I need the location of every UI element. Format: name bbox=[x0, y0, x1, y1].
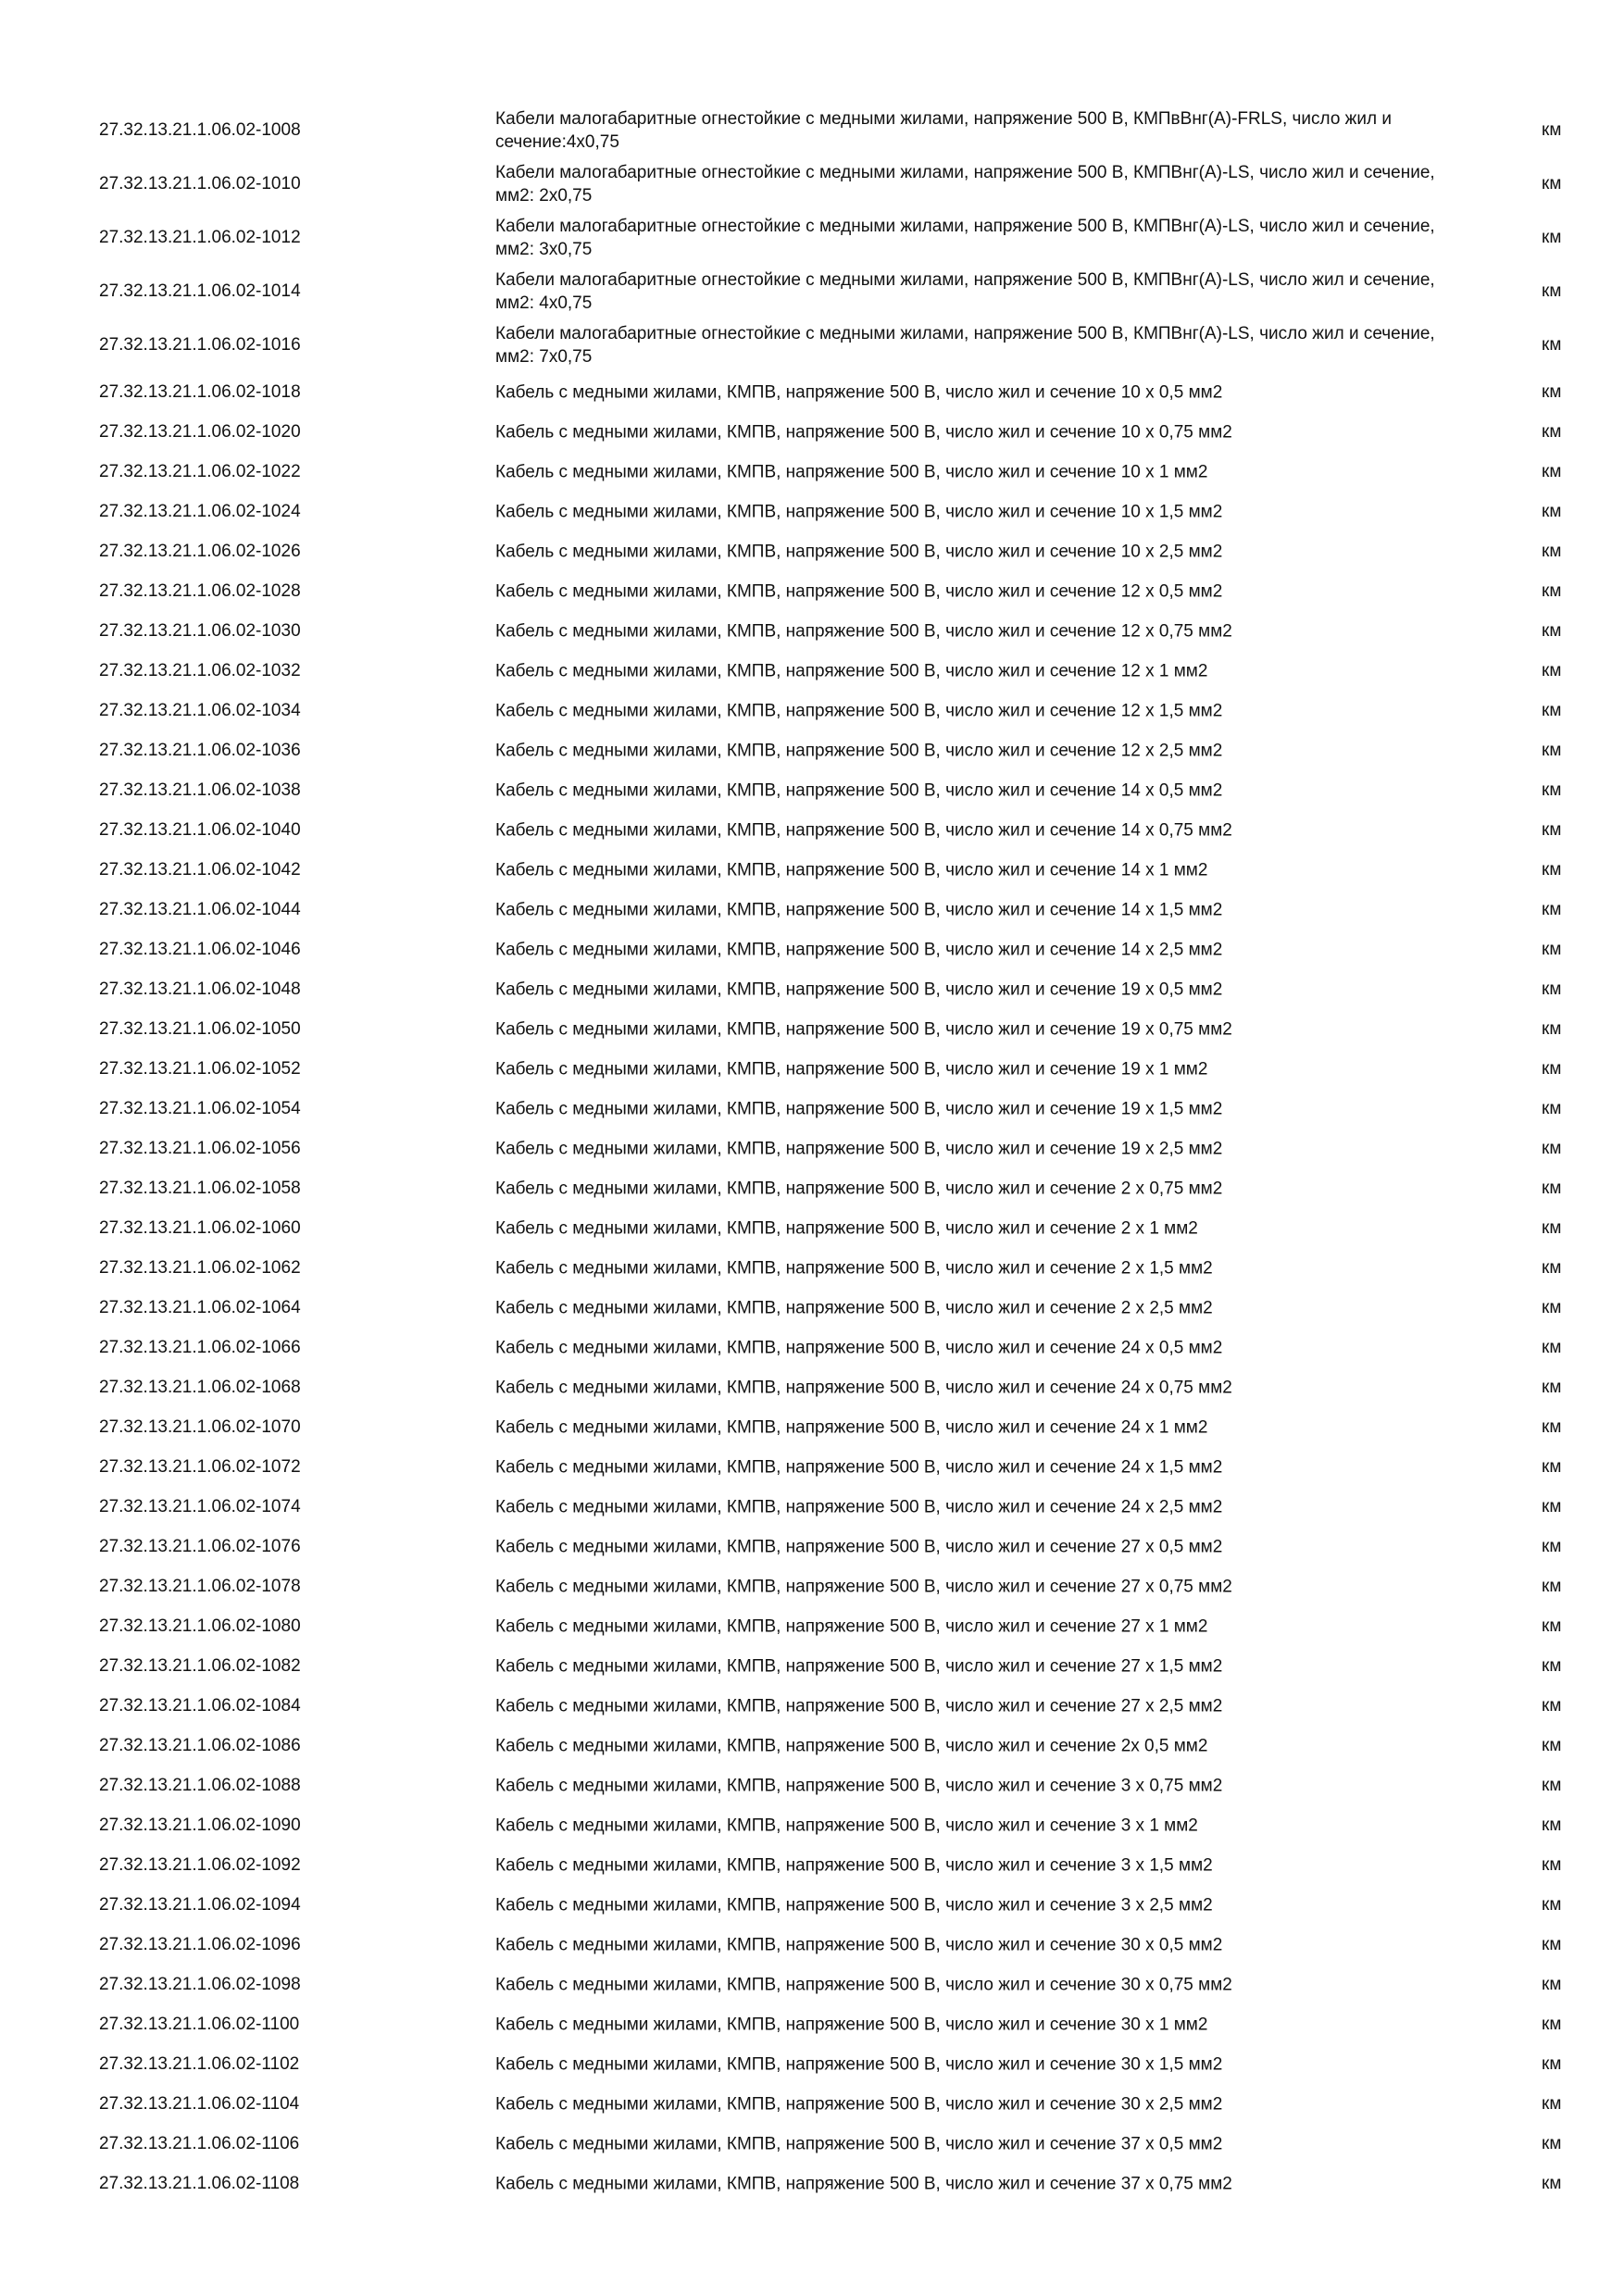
resource-description: Кабели малогабаритные огнестойкие с медными жилами, напряжение 500 В, КМПВнг(А)-LS, число жил и сечение, мм2: 7х0,75 bbox=[495, 324, 1435, 367]
unit-of-measure: км bbox=[1542, 1018, 1562, 1039]
resource-code: 27.32.13.21.1.06.02-1010 bbox=[99, 174, 301, 193]
unit-of-measure: км bbox=[1542, 899, 1562, 919]
unit-of-measure: км bbox=[1542, 2133, 1562, 2153]
table-row bbox=[0, 2044, 1624, 2084]
unit-of-measure: км bbox=[1542, 1735, 1562, 1755]
resource-code: 27.32.13.21.1.06.02-1100 bbox=[99, 2014, 300, 2034]
table-row bbox=[0, 1805, 1624, 1845]
unit-of-measure: км bbox=[1542, 979, 1562, 999]
table-row bbox=[0, 1885, 1624, 1925]
resource-description: Кабель с медными жилами, КМПВ, напряжение 500 В, число жил и сечение 10 х 0,5 мм2 bbox=[495, 382, 1223, 402]
resource-code: 27.32.13.21.1.06.02-1054 bbox=[99, 1098, 301, 1118]
resource-code: 27.32.13.21.1.06.02-1030 bbox=[99, 620, 301, 641]
table-row bbox=[0, 1248, 1624, 1288]
resource-description: Кабели малогабаритные огнестойкие с медными жилами, напряжение 500 В, КМПВнг(А)-LS, число жил и сечение, мм2: 3х0,75 bbox=[495, 217, 1435, 259]
unit-of-measure: км bbox=[1542, 381, 1562, 402]
resource-code: 27.32.13.21.1.06.02-1032 bbox=[99, 660, 301, 680]
table-row bbox=[0, 730, 1624, 770]
resource-code: 27.32.13.21.1.06.02-1078 bbox=[99, 1576, 301, 1596]
resource-description: Кабель с медными жилами, КМПВ, напряжение 500 В, число жил и сечение 30 х 2,5 мм2 bbox=[495, 2094, 1223, 2114]
table-row bbox=[0, 1049, 1624, 1089]
resource-description: Кабель с медными жилами, КМПВ, напряжение 500 В, число жил и сечение 24 х 2,5 мм2 bbox=[495, 1497, 1223, 1516]
table-row bbox=[0, 850, 1624, 890]
resource-description: Кабель с медными жилами, КМПВ, напряжение 500 В, число жил и сечение 27 х 0,75 мм2 bbox=[495, 1577, 1232, 1596]
resource-code: 27.32.13.21.1.06.02-1052 bbox=[99, 1058, 301, 1079]
table-row bbox=[0, 412, 1624, 452]
unit-of-measure: км bbox=[1542, 501, 1562, 521]
resource-description: Кабель с медными жилами, КМПВ, напряжение 500 В, число жил и сечение 3 х 0,75 мм2 bbox=[495, 1776, 1223, 1795]
table-row bbox=[0, 571, 1624, 611]
resource-code: 27.32.13.21.1.06.02-1008 bbox=[99, 120, 301, 140]
resource-description: Кабели малогабаритные огнестойкие с медными жилами, напряжение 500 В, КМПвВнг(А)-FRLS, число жил и сечение:4х0,75 bbox=[495, 109, 1392, 152]
table-row bbox=[0, 1606, 1624, 1646]
unit-of-measure: км bbox=[1542, 1257, 1562, 1278]
unit-of-measure: км bbox=[1542, 1416, 1562, 1437]
table-row bbox=[0, 651, 1624, 691]
unit-of-measure: км bbox=[1542, 1854, 1562, 1875]
resource-description: Кабель с медными жилами, КМПВ, напряжение 500 В, число жил и сечение 24 х 1 мм2 bbox=[495, 1417, 1208, 1437]
table-row bbox=[0, 1208, 1624, 1248]
resource-code: 27.32.13.21.1.06.02-1028 bbox=[99, 580, 301, 601]
table-row bbox=[0, 810, 1624, 850]
table-row bbox=[0, 372, 1624, 412]
unit-of-measure: км bbox=[1542, 1576, 1562, 1596]
price-table bbox=[0, 104, 1624, 2203]
resource-code: 27.32.13.21.1.06.02-1024 bbox=[99, 501, 301, 521]
resource-code: 27.32.13.21.1.06.02-1104 bbox=[99, 2093, 300, 2114]
resource-code: 27.32.13.21.1.06.02-1014 bbox=[99, 281, 301, 301]
table-row bbox=[0, 1766, 1624, 1805]
resource-code: 27.32.13.21.1.06.02-1060 bbox=[99, 1217, 301, 1238]
unit-of-measure: км bbox=[1542, 335, 1562, 355]
resource-description: Кабель с медными жилами, КМПВ, напряжение 500 В, число жил и сечение 37 х 0,5 мм2 bbox=[495, 2134, 1223, 2153]
resource-description: Кабель с медными жилами, КМПВ, напряжение 500 В, число жил и сечение 12 х 1,5 мм2 bbox=[495, 701, 1223, 720]
unit-of-measure: км bbox=[1542, 620, 1562, 641]
unit-of-measure: км bbox=[1542, 1536, 1562, 1556]
resource-description: Кабель с медными жилами, КМПВ, напряжение 500 В, число жил и сечение 30 х 0,75 мм2 bbox=[495, 1975, 1232, 1994]
table-row bbox=[0, 531, 1624, 571]
table-row bbox=[0, 969, 1624, 1009]
unit-of-measure: км bbox=[1542, 1098, 1562, 1118]
unit-of-measure: км bbox=[1542, 228, 1562, 247]
resource-code: 27.32.13.21.1.06.02-1068 bbox=[99, 1377, 301, 1397]
resource-code: 27.32.13.21.1.06.02-1036 bbox=[99, 740, 301, 760]
resource-description: Кабель с медными жилами, КМПВ, напряжение 500 В, число жил и сечение 14 х 1,5 мм2 bbox=[495, 900, 1223, 919]
unit-of-measure: км bbox=[1542, 1815, 1562, 1835]
resource-description: Кабель с медными жилами, КМПВ, напряжение 500 В, число жил и сечение 24 х 0,75 мм2 bbox=[495, 1378, 1232, 1397]
resource-description: Кабель с медными жилами, КМПВ, напряжение 500 В, число жил и сечение 12 х 0,5 мм2 bbox=[495, 581, 1223, 601]
unit-of-measure: км bbox=[1542, 1616, 1562, 1636]
unit-of-measure: км bbox=[1542, 2053, 1562, 2074]
table-row bbox=[0, 890, 1624, 930]
resource-description: Кабель с медными жилами, КМПВ, напряжение 500 В, число жил и сечение 30 х 1 мм2 bbox=[495, 2015, 1208, 2034]
resource-description: Кабель с медными жилами, КМПВ, напряжение 500 В, число жил и сечение 37 х 0,75 мм2 bbox=[495, 2174, 1232, 2193]
resource-description: Кабель с медными жилами, КМПВ, напряжение 500 В, число жил и сечение 19 х 0,5 мм2 bbox=[495, 980, 1223, 999]
table-row bbox=[0, 1965, 1624, 2004]
resource-code: 27.32.13.21.1.06.02-1064 bbox=[99, 1297, 301, 1317]
table-row bbox=[0, 770, 1624, 810]
unit-of-measure: км bbox=[1542, 1217, 1562, 1238]
resource-code: 27.32.13.21.1.06.02-1098 bbox=[99, 1974, 301, 1994]
unit-of-measure: км bbox=[1542, 1138, 1562, 1158]
unit-of-measure: км bbox=[1542, 1655, 1562, 1676]
resource-description: Кабель с медными жилами, КМПВ, напряжение 500 В, число жил и сечение 24 х 1,5 мм2 bbox=[495, 1457, 1223, 1477]
resource-description: Кабели малогабаритные огнестойкие с медными жилами, напряжение 500 В, КМПВнг(А)-LS, число жил и сечение, мм2: 4х0,75 bbox=[495, 270, 1435, 313]
table-row bbox=[0, 104, 1624, 157]
resource-description: Кабель с медными жилами, КМПВ, напряжение 500 В, число жил и сечение 27 х 1 мм2 bbox=[495, 1616, 1208, 1636]
resource-code: 27.32.13.21.1.06.02-1056 bbox=[99, 1138, 301, 1158]
resource-description: Кабель с медными жилами, КМПВ, напряжение 500 В, число жил и сечение 3 х 2,5 мм2 bbox=[495, 1895, 1213, 1915]
unit-of-measure: км bbox=[1542, 780, 1562, 800]
table-row bbox=[0, 2084, 1624, 2124]
resource-code: 27.32.13.21.1.06.02-1080 bbox=[99, 1616, 301, 1636]
resource-description: Кабель с медными жилами, КМПВ, напряжение 500 В, число жил и сечение 27 х 2,5 мм2 bbox=[495, 1696, 1223, 1716]
unit-of-measure: км bbox=[1542, 700, 1562, 720]
unit-of-measure: км bbox=[1542, 580, 1562, 601]
resource-code: 27.32.13.21.1.06.02-1062 bbox=[99, 1257, 301, 1278]
resource-description: Кабель с медными жилами, КМПВ, напряжение 500 В, число жил и сечение 19 х 1,5 мм2 bbox=[495, 1099, 1223, 1118]
resource-description: Кабель с медными жилами, КМПВ, напряжение 500 В, число жил и сечение 12 х 2,5 мм2 bbox=[495, 741, 1223, 760]
resource-code: 27.32.13.21.1.06.02-1092 bbox=[99, 1854, 301, 1875]
resource-description: Кабель с медными жилами, КМПВ, напряжение 500 В, число жил и сечение 2х 0,5 мм2 bbox=[495, 1736, 1208, 1755]
table-row bbox=[0, 1566, 1624, 1606]
unit-of-measure: км bbox=[1542, 939, 1562, 959]
table-row bbox=[0, 2124, 1624, 2164]
table-row bbox=[0, 211, 1624, 265]
resource-code: 27.32.13.21.1.06.02-1020 bbox=[99, 421, 301, 442]
resource-code: 27.32.13.21.1.06.02-1040 bbox=[99, 819, 301, 840]
resource-code: 27.32.13.21.1.06.02-1012 bbox=[99, 228, 301, 247]
table-row bbox=[0, 1726, 1624, 1766]
unit-of-measure: км bbox=[1542, 1377, 1562, 1397]
unit-of-measure: км bbox=[1542, 421, 1562, 442]
table-row bbox=[0, 611, 1624, 651]
resource-code: 27.32.13.21.1.06.02-1108 bbox=[99, 2173, 300, 2193]
unit-of-measure: км bbox=[1542, 1894, 1562, 1915]
table-row bbox=[0, 492, 1624, 531]
unit-of-measure: км bbox=[1542, 1775, 1562, 1795]
table-row bbox=[0, 1168, 1624, 1208]
resource-code: 27.32.13.21.1.06.02-1106 bbox=[99, 2133, 300, 2153]
resource-code: 27.32.13.21.1.06.02-1088 bbox=[99, 1775, 301, 1795]
resource-code: 27.32.13.21.1.06.02-1050 bbox=[99, 1018, 301, 1039]
table-row bbox=[0, 691, 1624, 730]
resource-description: Кабель с медными жилами, КМПВ, напряжение 500 В, число жил и сечение 10 х 2,5 мм2 bbox=[495, 542, 1223, 561]
resource-description: Кабель с медными жилами, КМПВ, напряжение 500 В, число жил и сечение 3 х 1,5 мм2 bbox=[495, 1855, 1213, 1875]
table-row bbox=[0, 1089, 1624, 1129]
resource-description: Кабель с медными жилами, КМПВ, напряжение 500 В, число жил и сечение 27 х 0,5 мм2 bbox=[495, 1537, 1223, 1556]
resource-description: Кабель с медными жилами, КМПВ, напряжение 500 В, число жил и сечение 14 х 0,5 мм2 bbox=[495, 780, 1223, 800]
resource-code: 27.32.13.21.1.06.02-1026 bbox=[99, 541, 301, 561]
resource-description: Кабель с медными жилами, КМПВ, напряжение 500 В, число жил и сечение 24 х 0,5 мм2 bbox=[495, 1338, 1223, 1357]
resource-code: 27.32.13.21.1.06.02-1086 bbox=[99, 1735, 301, 1755]
unit-of-measure: км bbox=[1542, 1058, 1562, 1079]
resource-code: 27.32.13.21.1.06.02-1096 bbox=[99, 1934, 301, 1954]
table-row bbox=[0, 1367, 1624, 1407]
table-row bbox=[0, 2164, 1624, 2203]
resource-description: Кабель с медными жилами, КМПВ, напряжение 500 В, число жил и сечение 10 х 1,5 мм2 bbox=[495, 502, 1223, 521]
resource-description: Кабель с медными жилами, КМПВ, напряжение 500 В, число жил и сечение 14 х 1 мм2 bbox=[495, 860, 1208, 880]
resource-description: Кабель с медными жилами, КМПВ, напряжение 500 В, число жил и сечение 19 х 0,75 мм2 bbox=[495, 1019, 1232, 1039]
resource-description: Кабель с медными жилами, КМПВ, напряжение 500 В, число жил и сечение 19 х 2,5 мм2 bbox=[495, 1139, 1223, 1158]
unit-of-measure: км bbox=[1542, 1456, 1562, 1477]
resource-code: 27.32.13.21.1.06.02-1058 bbox=[99, 1178, 301, 1198]
resource-code: 27.32.13.21.1.06.02-1090 bbox=[99, 1815, 301, 1835]
resource-description: Кабель с медными жилами, КМПВ, напряжение 500 В, число жил и сечение 19 х 1 мм2 bbox=[495, 1059, 1208, 1079]
unit-of-measure: км bbox=[1542, 1974, 1562, 1994]
unit-of-measure: км bbox=[1542, 1695, 1562, 1716]
unit-of-measure: км bbox=[1542, 120, 1562, 140]
table-row bbox=[0, 1925, 1624, 1965]
resource-code: 27.32.13.21.1.06.02-1042 bbox=[99, 859, 301, 880]
resource-description: Кабель с медными жилами, КМПВ, напряжение 500 В, число жил и сечение 2 х 2,5 мм2 bbox=[495, 1298, 1213, 1317]
resource-description: Кабель с медными жилами, КМПВ, напряжение 500 В, число жил и сечение 27 х 1,5 мм2 bbox=[495, 1656, 1223, 1676]
table-row bbox=[0, 1686, 1624, 1726]
unit-of-measure: км bbox=[1542, 819, 1562, 840]
resource-description: Кабель с медными жилами, КМПВ, напряжение 500 В, число жил и сечение 30 х 1,5 мм2 bbox=[495, 2054, 1223, 2074]
unit-of-measure: км bbox=[1542, 1297, 1562, 1317]
unit-of-measure: км bbox=[1542, 1178, 1562, 1198]
unit-of-measure: км bbox=[1542, 541, 1562, 561]
resource-code: 27.32.13.21.1.06.02-1094 bbox=[99, 1894, 301, 1915]
resource-description: Кабель с медными жилами, КМПВ, напряжение 500 В, число жил и сечение 12 х 0,75 мм2 bbox=[495, 621, 1232, 641]
resource-code: 27.32.13.21.1.06.02-1066 bbox=[99, 1337, 301, 1357]
resource-code: 27.32.13.21.1.06.02-1102 bbox=[99, 2053, 300, 2074]
resource-code: 27.32.13.21.1.06.02-1082 bbox=[99, 1655, 301, 1676]
resource-description: Кабель с медными жилами, КМПВ, напряжение 500 В, число жил и сечение 14 х 2,5 мм2 bbox=[495, 940, 1223, 959]
unit-of-measure: км bbox=[1542, 740, 1562, 760]
resource-description: Кабель с медными жилами, КМПВ, напряжение 500 В, число жил и сечение 10 х 1 мм2 bbox=[495, 462, 1208, 481]
resource-code: 27.32.13.21.1.06.02-1048 bbox=[99, 979, 301, 999]
resource-description: Кабель с медными жилами, КМПВ, напряжение 500 В, число жил и сечение 10 х 0,75 мм2 bbox=[495, 422, 1232, 442]
resource-code: 27.32.13.21.1.06.02-1072 bbox=[99, 1456, 301, 1477]
table-row bbox=[0, 1447, 1624, 1487]
table-row bbox=[0, 1487, 1624, 1527]
unit-of-measure: км bbox=[1542, 1934, 1562, 1954]
resource-code: 27.32.13.21.1.06.02-1038 bbox=[99, 780, 301, 800]
resource-description: Кабели малогабаритные огнестойкие с медными жилами, напряжение 500 В, КМПВнг(А)-LS, число жил и сечение, мм2: 2х0,75 bbox=[495, 163, 1435, 206]
table-row bbox=[0, 1646, 1624, 1686]
resource-code: 27.32.13.21.1.06.02-1016 bbox=[99, 335, 301, 355]
table-row bbox=[0, 1845, 1624, 1885]
resource-code: 27.32.13.21.1.06.02-1034 bbox=[99, 700, 301, 720]
unit-of-measure: км bbox=[1542, 174, 1562, 193]
table-row bbox=[0, 265, 1624, 318]
table-row bbox=[0, 452, 1624, 492]
resource-code: 27.32.13.21.1.06.02-1022 bbox=[99, 461, 301, 481]
table-row bbox=[0, 157, 1624, 211]
resource-code: 27.32.13.21.1.06.02-1084 bbox=[99, 1695, 301, 1716]
resource-description: Кабель с медными жилами, КМПВ, напряжение 500 В, число жил и сечение 3 х 1 мм2 bbox=[495, 1816, 1198, 1835]
unit-of-measure: км bbox=[1542, 2093, 1562, 2114]
resource-description: Кабель с медными жилами, КМПВ, напряжение 500 В, число жил и сечение 2 х 1 мм2 bbox=[495, 1218, 1198, 1238]
table-row bbox=[0, 1129, 1624, 1168]
resource-code: 27.32.13.21.1.06.02-1018 bbox=[99, 381, 301, 402]
resource-description: Кабель с медными жилами, КМПВ, напряжение 500 В, число жил и сечение 14 х 0,75 мм2 bbox=[495, 820, 1232, 840]
resource-code: 27.32.13.21.1.06.02-1070 bbox=[99, 1416, 301, 1437]
table-row bbox=[0, 318, 1624, 372]
table-row bbox=[0, 1527, 1624, 1566]
unit-of-measure: км bbox=[1542, 660, 1562, 680]
table-row bbox=[0, 1288, 1624, 1328]
resource-code: 27.32.13.21.1.06.02-1046 bbox=[99, 939, 301, 959]
table-row bbox=[0, 930, 1624, 969]
resource-description: Кабель с медными жилами, КМПВ, напряжение 500 В, число жил и сечение 2 х 0,75 мм2 bbox=[495, 1179, 1223, 1198]
unit-of-measure: км bbox=[1542, 2014, 1562, 2034]
resource-description: Кабель с медными жилами, КМПВ, напряжение 500 В, число жил и сечение 30 х 0,5 мм2 bbox=[495, 1935, 1223, 1954]
resource-description: Кабель с медными жилами, КМПВ, напряжение 500 В, число жил и сечение 2 х 1,5 мм2 bbox=[495, 1258, 1213, 1278]
unit-of-measure: км bbox=[1542, 2173, 1562, 2193]
table-row bbox=[0, 1407, 1624, 1447]
unit-of-measure: км bbox=[1542, 461, 1562, 481]
resource-description: Кабель с медными жилами, КМПВ, напряжение 500 В, число жил и сечение 12 х 1 мм2 bbox=[495, 661, 1208, 680]
resource-code: 27.32.13.21.1.06.02-1044 bbox=[99, 899, 301, 919]
unit-of-measure: км bbox=[1542, 1337, 1562, 1357]
table-row bbox=[0, 1328, 1624, 1367]
unit-of-measure: км bbox=[1542, 859, 1562, 880]
unit-of-measure: км bbox=[1542, 1496, 1562, 1516]
table-row bbox=[0, 2004, 1624, 2044]
resource-code: 27.32.13.21.1.06.02-1076 bbox=[99, 1536, 301, 1556]
unit-of-measure: км bbox=[1542, 281, 1562, 301]
resource-code: 27.32.13.21.1.06.02-1074 bbox=[99, 1496, 301, 1516]
table-row bbox=[0, 1009, 1624, 1049]
